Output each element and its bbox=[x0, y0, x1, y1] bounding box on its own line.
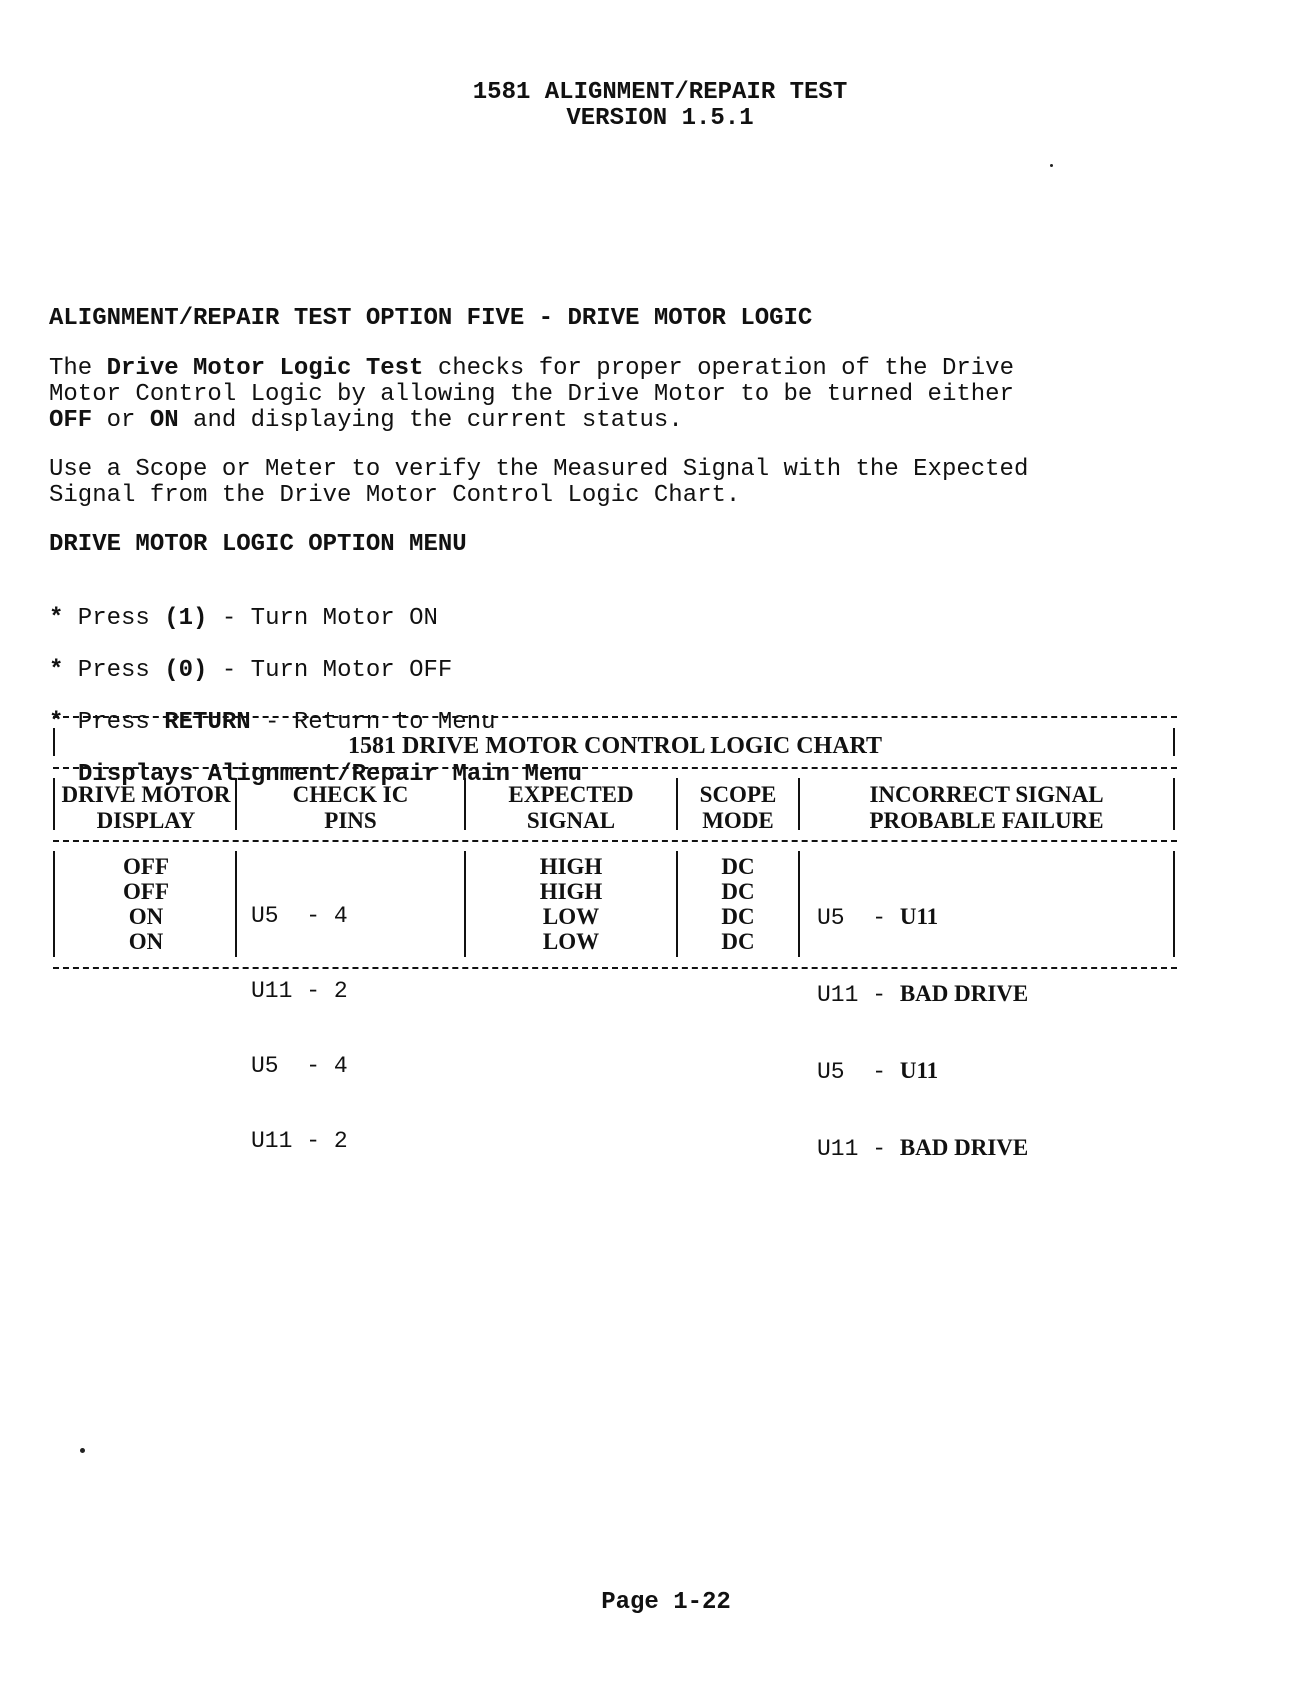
header-drive-motor-display: DRIVE MOTOR DISPLAY bbox=[61, 782, 231, 833]
table-cell: U5 - 4 bbox=[251, 1053, 348, 1079]
intro-paragraph bbox=[49, 356, 1014, 434]
page-number: Page 1-22 bbox=[601, 1589, 731, 1616]
menu-title: DRIVE MOTOR LOGIC OPTION MENU bbox=[49, 531, 467, 558]
table-cell: DC bbox=[721, 879, 755, 904]
menu-item-return: * Press RETURN - Return to Menu bbox=[49, 709, 496, 736]
document-title: 1581 ALIGNMENT/REPAIR TEST bbox=[472, 79, 848, 106]
table-cell: U11 - 2 bbox=[251, 1128, 348, 1154]
intro-line-2: Motor Control Logic by allowing the Drive Motor to be turned either bbox=[49, 381, 1014, 408]
table-cell: ON bbox=[128, 929, 164, 954]
chart-divider bbox=[798, 851, 800, 957]
column-display bbox=[55, 854, 237, 954]
table-cell: U11 - BAD DRIVE bbox=[817, 981, 1029, 1008]
intro-line-3: OFF or ON and displaying the current status. bbox=[49, 407, 683, 434]
scope-line-1: Use a Scope or Meter to verify the Measured Signal with the Expected bbox=[49, 456, 1029, 483]
header-expected-signal: EXPECTED SIGNAL bbox=[508, 782, 634, 833]
document-version: VERSION 1.5.1 bbox=[566, 105, 754, 132]
chart-rule-top bbox=[53, 716, 1177, 718]
table-cell: DC bbox=[721, 854, 755, 879]
scan-speck bbox=[1050, 164, 1053, 167]
column-signal bbox=[466, 854, 676, 954]
drive-motor-logic-chart bbox=[53, 716, 1177, 1162]
menu-note: Displays Alignment/Repair Main Menu bbox=[78, 761, 583, 788]
table-cell: DC bbox=[721, 929, 755, 954]
chart-border-right-body bbox=[1173, 851, 1175, 957]
section-title: ALIGNMENT/REPAIR TEST OPTION FIVE - DRIVE MOTOR LOGIC bbox=[49, 305, 813, 332]
scan-speck bbox=[80, 1448, 85, 1453]
header-check-ic-pins: CHECK IC PINS bbox=[292, 782, 409, 833]
table-cell: U5 - U11 bbox=[817, 1058, 939, 1085]
table-cell: OFF bbox=[123, 854, 169, 879]
scope-paragraph bbox=[49, 457, 1028, 509]
table-cell: LOW bbox=[542, 904, 600, 929]
table-cell: OFF bbox=[123, 879, 169, 904]
table-cell: DC bbox=[721, 904, 755, 929]
table-cell: ON bbox=[128, 904, 164, 929]
menu-item-turn-off: * Press (0) - Turn Motor OFF bbox=[49, 657, 453, 684]
chart-rule-title bbox=[53, 767, 1177, 769]
column-failure bbox=[817, 854, 1171, 1212]
table-cell: U5 - U11 bbox=[817, 904, 939, 931]
column-mode bbox=[678, 854, 798, 954]
header-incorrect-signal: INCORRECT SIGNAL PROBABLE FAILURE bbox=[869, 782, 1104, 833]
intro-line-1: The Drive Motor Logic Test checks for proper operation of the Drive bbox=[49, 355, 1014, 382]
table-cell: U11 - 2 bbox=[251, 978, 348, 1004]
menu-item-turn-on: * Press (1) - Turn Motor ON bbox=[49, 605, 438, 632]
chart-border-right-header bbox=[1173, 778, 1175, 830]
column-pins bbox=[251, 854, 461, 1204]
header-scope-mode: SCOPE MODE bbox=[699, 782, 777, 833]
table-cell: LOW bbox=[542, 929, 600, 954]
table-cell: U5 - 4 bbox=[251, 903, 348, 929]
table-cell: U11 - BAD DRIVE bbox=[817, 1135, 1029, 1162]
chart-rule-header bbox=[53, 840, 1177, 842]
chart-title: 1581 DRIVE MOTOR CONTROL LOGIC CHART bbox=[347, 733, 883, 759]
document-header bbox=[0, 80, 1302, 132]
table-cell: HIGH bbox=[539, 879, 603, 904]
scope-line-2: Signal from the Drive Motor Control Logic Chart. bbox=[49, 482, 741, 509]
table-cell: HIGH bbox=[539, 854, 603, 879]
